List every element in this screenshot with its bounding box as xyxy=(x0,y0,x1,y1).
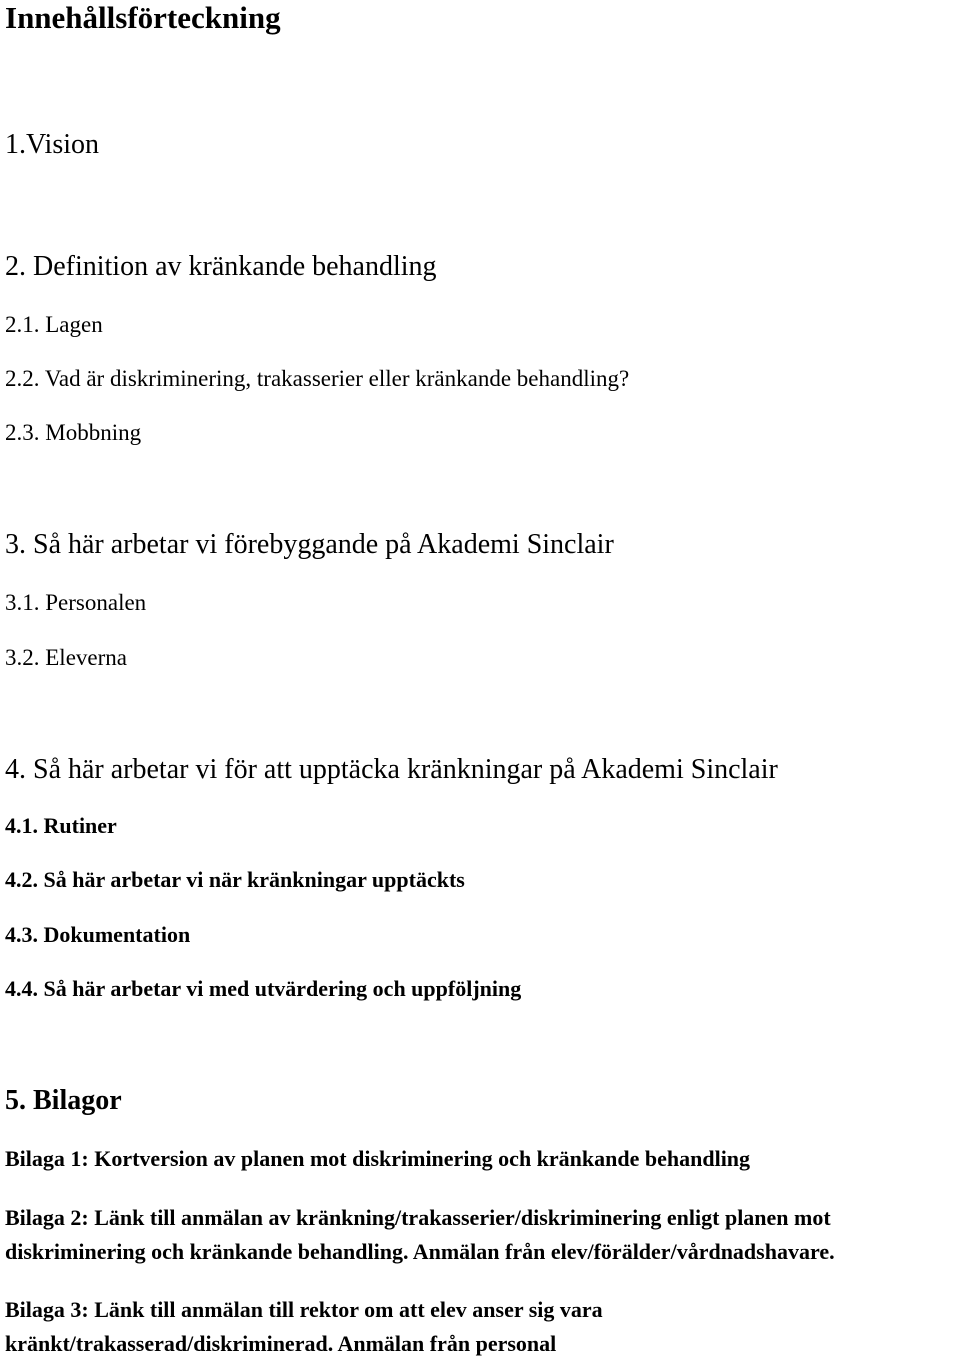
toc-entry-2-1: 2.1. Lagen xyxy=(5,312,103,337)
toc-entry-2-3: 2.3. Mobbning xyxy=(5,420,142,445)
toc-entry-4-4: 4.4. Så här arbetar vi med utvärdering och uppföljning xyxy=(5,976,522,1001)
toc-entry-2: 2. Definition av kränkande behandling xyxy=(5,251,437,282)
bilaga-3 xyxy=(5,1293,603,1361)
toc-entry-4: 4. Så här arbetar vi för att upptäcka kränkningar på Akademi Sinclair xyxy=(5,754,778,785)
toc-entry-3: 3. Så här arbetar vi förebyggande på Akademi Sinclair xyxy=(5,529,614,560)
toc-entry-2-2: 2.2. Vad är diskriminering, trakasserier eller kränkande behandling? xyxy=(5,366,630,391)
page-title: Innehållsförteckning xyxy=(5,0,281,35)
bilaga-2-line-2: diskriminering och kränkande behandling. Anmälan från elev/förälder/vårdnadshavare. xyxy=(5,1239,835,1264)
bilaga-3-line-1: Bilaga 3: Länk till anmälan till rektor om att elev anser sig vara xyxy=(5,1297,603,1322)
toc-entry-4-3: 4.3. Dokumentation xyxy=(5,922,191,947)
bilaga-3-line-2: kränkt/trakasserad/diskriminerad. Anmälan från personal xyxy=(5,1331,557,1356)
bilaga-2-line-1: Bilaga 2: Länk till anmälan av kränkning/trakasserier/diskriminering enligt planen mot xyxy=(5,1205,831,1230)
toc-entry-3-1: 3.1. Personalen xyxy=(5,590,147,615)
toc-entry-3-2: 3.2. Eleverna xyxy=(5,645,127,670)
toc-entry-1: 1.Vision xyxy=(5,129,99,160)
toc-entry-5: 5. Bilagor xyxy=(5,1085,122,1116)
toc-entry-4-1: 4.1. Rutiner xyxy=(5,813,117,838)
bilaga-2 xyxy=(5,1201,835,1269)
toc-entry-4-2: 4.2. Så här arbetar vi när kränkningar upptäckts xyxy=(5,867,465,892)
bilaga-1: Bilaga 1: Kortversion av planen mot diskriminering och kränkande behandling xyxy=(5,1146,751,1171)
